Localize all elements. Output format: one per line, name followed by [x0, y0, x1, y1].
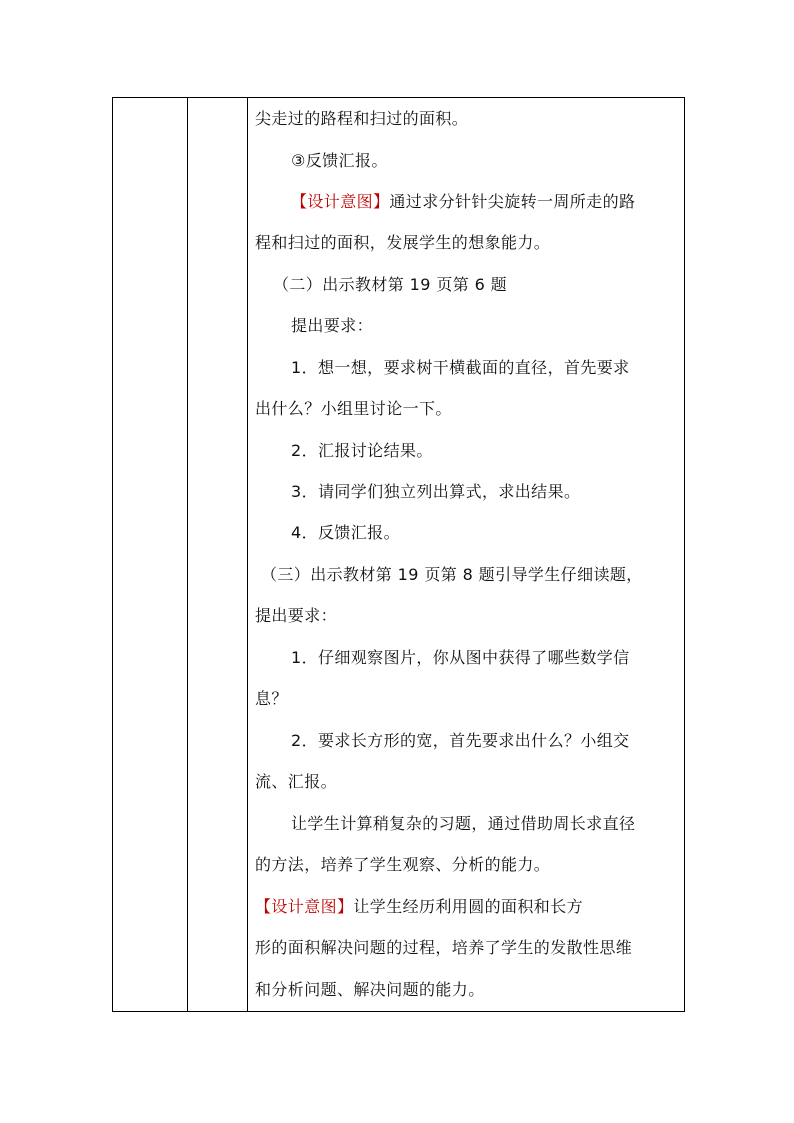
column-divider-1	[187, 98, 188, 1011]
list-item: 1．仔细观察图片，你从图中获得了哪些数学信	[291, 648, 630, 667]
section-heading: （三）出示教材第 19 页第 8 题引导学生仔细读题，	[261, 565, 643, 584]
text-line: 提出要求：	[291, 316, 374, 335]
list-item: 2．要求长方形的宽，首先要求出什么？小组交	[291, 731, 630, 750]
list-item: 3．请同学们独立列出算式，求出结果。	[291, 482, 581, 501]
text-line: 出什么？小组里讨论一下。	[255, 399, 452, 418]
text-line: ③反馈汇报。	[291, 151, 388, 170]
text-line: 程和扫过的面积，发展学生的想象能力。	[255, 233, 551, 252]
text-line: 尖走过的路程和扫过的面积。	[255, 109, 469, 128]
text-line: 和分析问题、解决问题的能力。	[255, 980, 485, 999]
text-line: 流、汇报。	[255, 772, 338, 791]
text-line: 提出要求：	[255, 606, 338, 625]
design-intent-tag: 【设计意图】	[255, 897, 354, 916]
text-line: 的方法，培养了学生观察、分析的能力。	[255, 855, 551, 874]
design-intent-tag: 【设计意图】	[291, 192, 390, 211]
text-line: 形的面积解决问题的过程，培养了学生的发散性思维	[255, 938, 633, 957]
lesson-plan-table	[112, 97, 685, 1012]
design-intent-line: 【设计意图】让学生经历利用圆的面积和长方	[255, 897, 584, 916]
column-divider-2	[247, 98, 248, 1011]
list-item: 1．想一想，要求树干横截面的直径，首先要求	[291, 358, 630, 377]
list-item: 2．汇报讨论结果。	[291, 441, 433, 460]
design-intent-line: 【设计意图】通过求分针针尖旋转一周所走的路	[291, 192, 636, 211]
section-heading: （二）出示教材第 19 页第 6 题	[273, 275, 508, 294]
text-line: 让学生计算稍复杂的习题，通过借助周长求直径	[291, 814, 636, 833]
text-line: 息？	[255, 689, 288, 708]
list-item: 4．反馈汇报。	[291, 523, 400, 542]
